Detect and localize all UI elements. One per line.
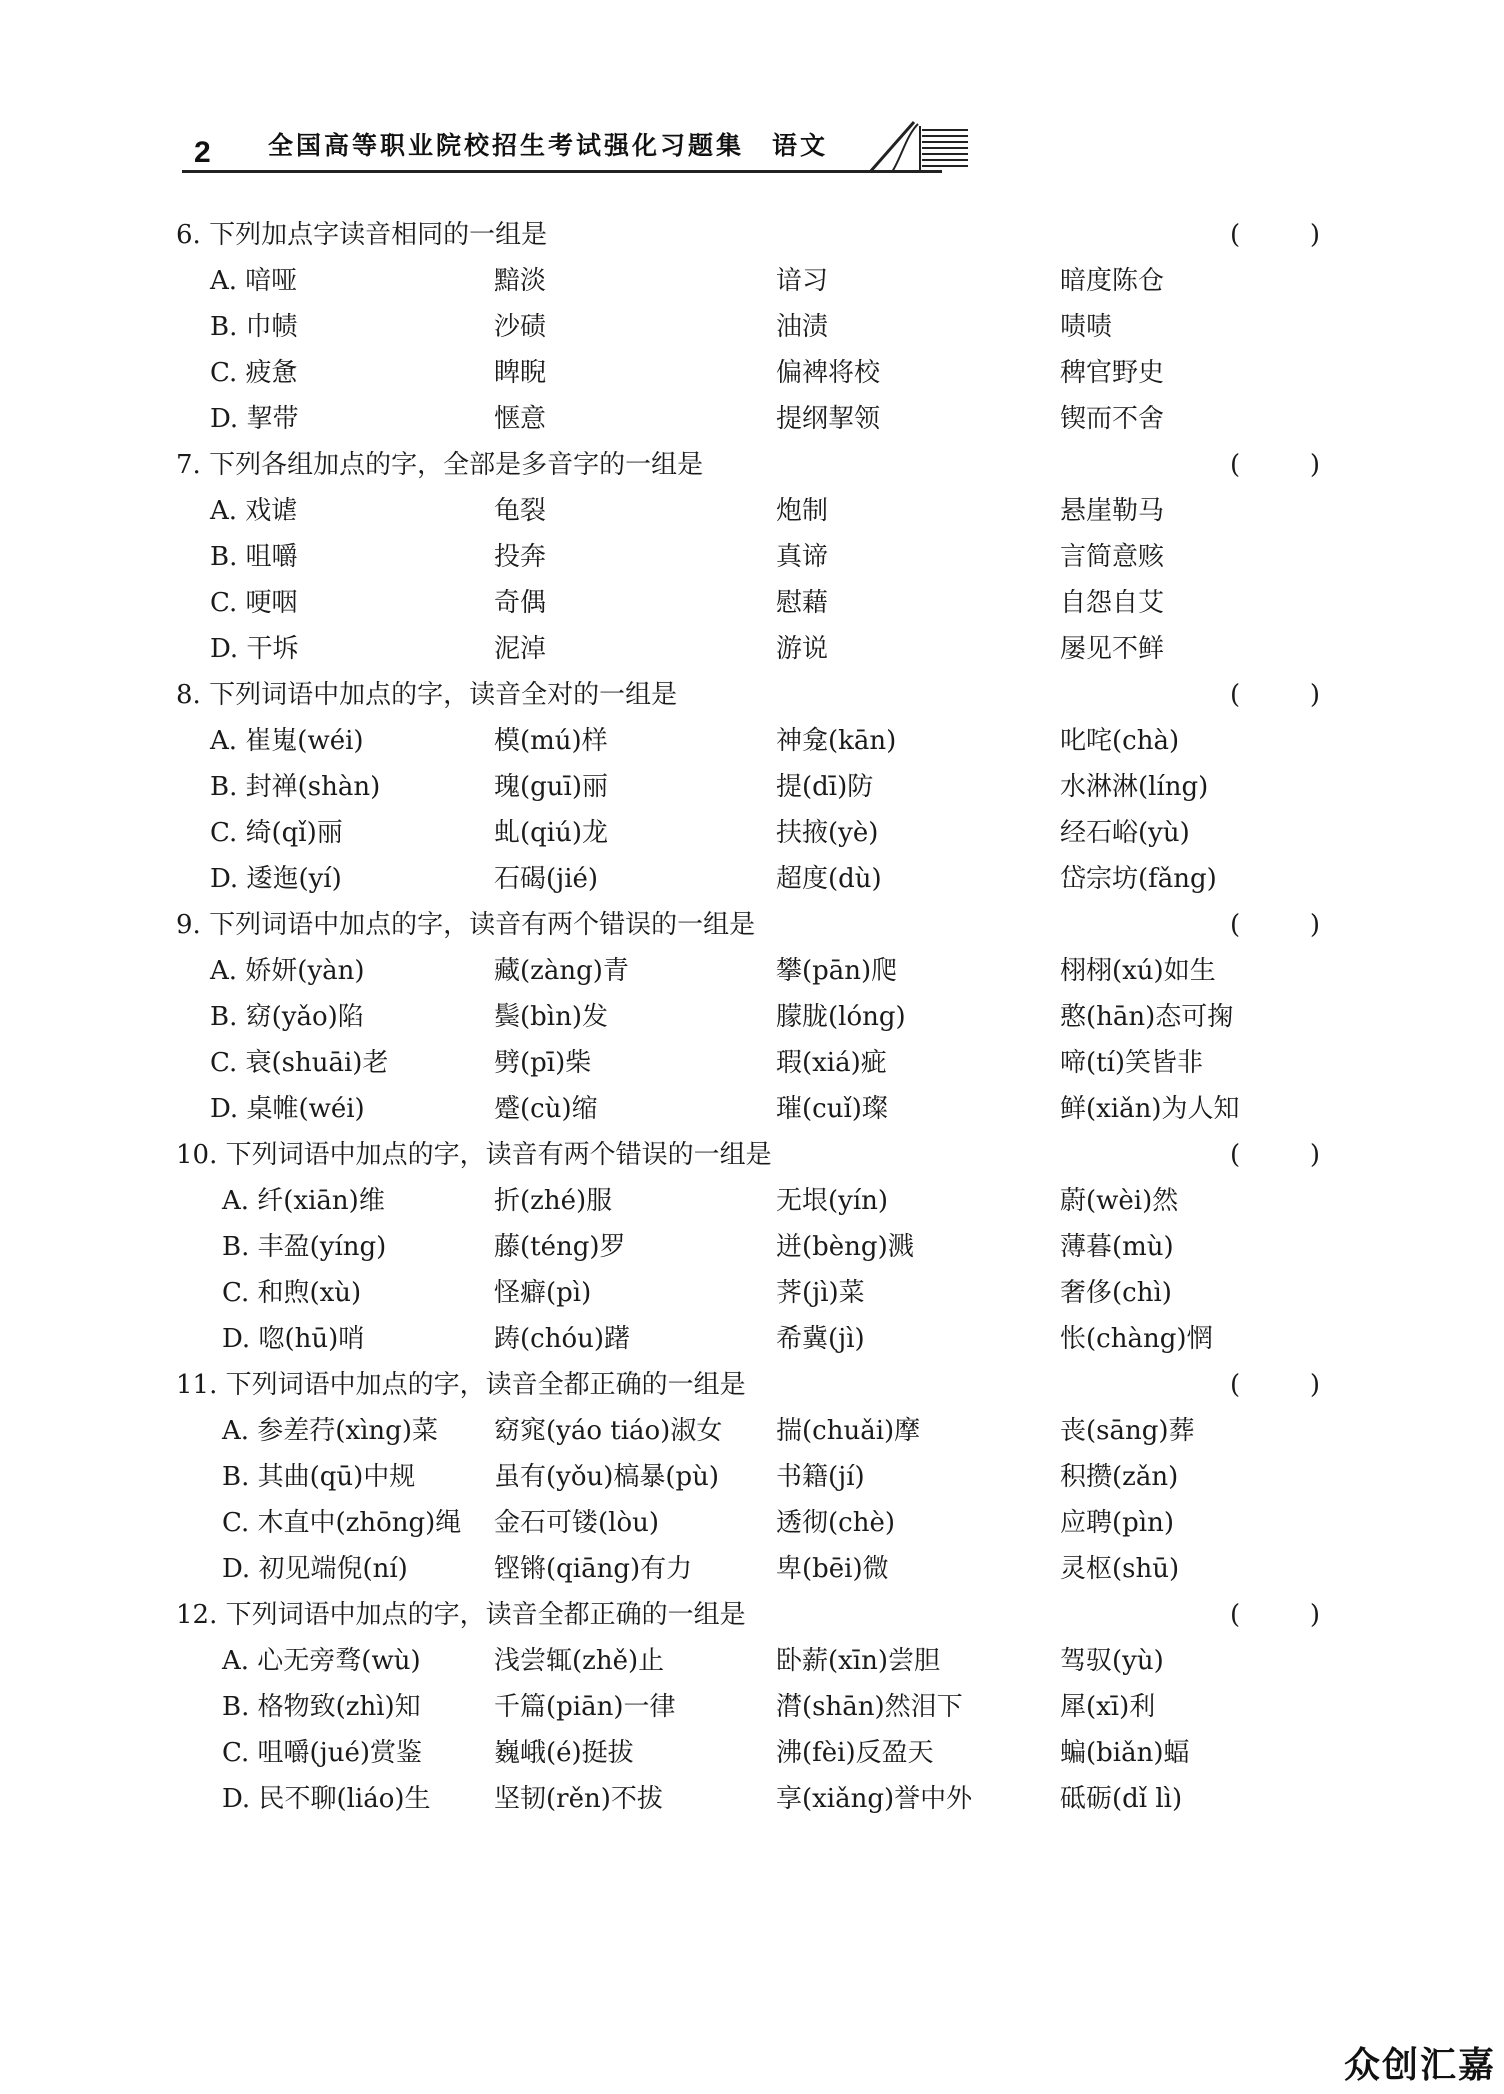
option-label-term: D. 挈带 [210, 404, 299, 434]
option-term: 蹙(cù)缩 [494, 1094, 598, 1124]
option-term: 犀(xī)利 [1060, 1692, 1156, 1722]
question-block [176, 442, 1346, 672]
option-term: 金石可镂(lòu) [494, 1508, 660, 1538]
answer-paren-close: ) [1309, 1370, 1320, 1400]
option-term: 迸(bèng)溅 [776, 1232, 914, 1262]
option-row [176, 396, 1346, 442]
answer-paren-open: ( [1230, 450, 1241, 480]
answer-blank[interactable] [1230, 902, 1320, 948]
option-term: 超度(dù) [776, 864, 882, 894]
option-label-term: D. 干坼 [210, 634, 299, 664]
option-term: 石碣(jié) [494, 864, 599, 894]
option-term: 真谛 [776, 542, 829, 572]
option-term: 砥砺(dǐ lì) [1060, 1784, 1183, 1814]
option-term: 谙习 [776, 266, 829, 296]
option-term: 怪癖(pì) [494, 1278, 592, 1308]
question-stem [176, 902, 1346, 948]
question-text: 11. 下列词语中加点的字，读音全都正确的一组是 [176, 1370, 746, 1400]
option-term: 模(mú)样 [494, 726, 608, 756]
option-term: 神龛(kān) [776, 726, 897, 756]
option-label-term: D. 初见端倪(ní) [222, 1554, 408, 1584]
option-term: 巍峨(é)挺拔 [494, 1738, 634, 1768]
watermark-text: 众创汇嘉 [1343, 2045, 1496, 2086]
option-term: 龟裂 [494, 496, 547, 526]
question-text: 7. 下列各组加点的字，全部是多音字的一组是 [176, 450, 704, 480]
option-row [176, 994, 1346, 1040]
option-term: 稗官野史 [1060, 358, 1165, 388]
option-term: 扶掖(yè) [776, 818, 879, 848]
question-stem [176, 1132, 1346, 1178]
option-label-term: D. 民不聊(liáo)生 [222, 1784, 431, 1814]
option-term: 无垠(yín) [776, 1186, 889, 1216]
option-term: 投奔 [494, 542, 547, 572]
option-label-term: A. 纤(xiān)维 [222, 1186, 385, 1216]
question-list [176, 212, 1346, 1822]
answer-paren-close: ) [1309, 910, 1320, 940]
option-row [176, 1408, 1346, 1454]
option-term: 应聘(pìn) [1060, 1508, 1174, 1538]
option-term: 悬崖勒马 [1060, 496, 1165, 526]
question-block [176, 1592, 1346, 1822]
option-term: 慰藉 [776, 588, 829, 618]
option-row [176, 1638, 1346, 1684]
option-term: 丧(sāng)葬 [1060, 1416, 1195, 1446]
option-row [176, 856, 1346, 902]
option-term: 言简意赅 [1060, 542, 1165, 572]
option-term: 藤(téng)罗 [494, 1232, 626, 1262]
book-title: 全国高等职业院校招生考试强化习题集 语文 [268, 131, 829, 160]
answer-blank[interactable] [1230, 672, 1320, 718]
option-term: 奢侈(chì) [1060, 1278, 1172, 1308]
option-term: 铿锵(qiāng)有力 [494, 1554, 693, 1584]
option-term: 提纲挈领 [776, 404, 881, 434]
option-label-term: C. 衰(shuāi)老 [210, 1048, 389, 1078]
option-label-term: C. 疲惫 [210, 358, 298, 388]
option-term: 啧啧 [1060, 312, 1113, 342]
option-term: 希冀(jì) [776, 1324, 865, 1354]
option-label-term: A. 喑哑 [210, 266, 298, 296]
question-block [176, 1132, 1346, 1362]
option-term: 屡见不鲜 [1060, 634, 1165, 664]
option-row [176, 534, 1346, 580]
option-term: 经石峪(yù) [1060, 818, 1190, 848]
option-term: 自怨自艾 [1060, 588, 1165, 618]
option-term: 卧薪(xīn)尝胆 [776, 1646, 941, 1676]
option-term: 奇偶 [494, 588, 547, 618]
question-stem [176, 1362, 1346, 1408]
question-text: 10. 下列词语中加点的字，读音有两个错误的一组是 [176, 1140, 772, 1170]
option-label-term: A. 参差荇(xìng)菜 [222, 1416, 438, 1446]
question-stem [176, 672, 1346, 718]
answer-paren-open: ( [1230, 910, 1241, 940]
question-stem [176, 442, 1346, 488]
option-term: 荠(jì)菜 [776, 1278, 865, 1308]
answer-paren-close: ) [1309, 1140, 1320, 1170]
question-text: 12. 下列词语中加点的字，读音全都正确的一组是 [176, 1600, 746, 1630]
option-label-term: A. 心无旁骛(wù) [222, 1646, 421, 1676]
option-row [176, 304, 1346, 350]
option-term: 揣(chuǎi)摩 [776, 1416, 921, 1446]
answer-paren-close: ) [1309, 1600, 1320, 1630]
option-row [176, 718, 1346, 764]
option-term: 窈窕(yáo tiáo)淑女 [494, 1416, 723, 1446]
option-term: 积攒(zǎn) [1060, 1462, 1179, 1492]
option-term: 浅尝辄(zhě)止 [494, 1646, 665, 1676]
option-term: 蝙(biǎn)蝠 [1060, 1738, 1190, 1768]
option-term: 憨(hān)态可掬 [1060, 1002, 1234, 1032]
question-block [176, 212, 1346, 442]
option-row [176, 1270, 1346, 1316]
option-label-term: C. 和煦(xù) [222, 1278, 362, 1308]
option-term: 睥睨 [494, 358, 547, 388]
option-row [176, 1086, 1346, 1132]
option-label-term: B. 丰盈(yíng) [222, 1232, 387, 1262]
option-row [176, 1500, 1346, 1546]
question-block [176, 672, 1346, 902]
header-rule [182, 170, 942, 173]
option-term: 偏裨将校 [776, 358, 881, 388]
option-term: 劈(pī)柴 [494, 1048, 592, 1078]
answer-blank[interactable] [1230, 1132, 1320, 1178]
option-row [176, 1776, 1346, 1822]
option-term: 朦胧(lóng) [776, 1002, 906, 1032]
option-term: 书籍(jí) [776, 1462, 865, 1492]
answer-paren-open: ( [1230, 220, 1241, 250]
answer-paren-close: ) [1309, 680, 1320, 710]
book-stack-icon [862, 116, 972, 176]
option-term: 暗度陈仓 [1060, 266, 1165, 296]
option-term: 璀(cuǐ)璨 [776, 1094, 888, 1124]
option-term: 灵枢(shū) [1060, 1554, 1180, 1584]
answer-blank[interactable] [1230, 442, 1320, 488]
option-row [176, 1316, 1346, 1362]
answer-blank[interactable] [1230, 1362, 1320, 1408]
answer-blank[interactable] [1230, 212, 1320, 258]
option-term: 薄暮(mù) [1060, 1232, 1174, 1262]
option-label-term: B. 咀嚼 [210, 542, 298, 572]
option-term: 虬(qiú)龙 [494, 818, 608, 848]
option-row [176, 350, 1346, 396]
page-header [182, 112, 972, 178]
option-row [176, 948, 1346, 994]
option-term: 折(zhé)服 [494, 1186, 613, 1216]
option-term: 沙碛 [494, 312, 547, 342]
answer-paren-open: ( [1230, 1370, 1241, 1400]
option-row [176, 810, 1346, 856]
option-label-term: D. 唿(hū)哨 [222, 1324, 365, 1354]
question-block [176, 902, 1346, 1132]
option-term: 游说 [776, 634, 829, 664]
option-term: 驾驭(yù) [1060, 1646, 1164, 1676]
option-term: 透彻(chè) [776, 1508, 895, 1538]
option-term: 享(xiǎng)誉中外 [776, 1784, 973, 1814]
option-label-term: A. 崔嵬(wéi) [210, 726, 364, 756]
option-row [176, 1730, 1346, 1776]
option-label-term: C. 咀嚼(jué)赏鉴 [222, 1738, 422, 1768]
option-term: 黯淡 [494, 266, 547, 296]
option-term: 瑕(xiá)疵 [776, 1048, 887, 1078]
option-row [176, 1454, 1346, 1500]
answer-blank[interactable] [1230, 1592, 1320, 1638]
option-label-term: D. 桌帷(wéi) [210, 1094, 365, 1124]
option-label-term: A. 娇妍(yàn) [210, 956, 365, 986]
option-term: 鲜(xiǎn)为人知 [1060, 1094, 1240, 1124]
option-term: 藏(zàng)青 [494, 956, 629, 986]
option-term: 鬓(bìn)发 [494, 1002, 608, 1032]
question-text: 6. 下列加点字读音相同的一组是 [176, 220, 548, 250]
option-term: 千篇(piān)一律 [494, 1692, 676, 1722]
question-text: 8. 下列词语中加点的字，读音全对的一组是 [176, 680, 678, 710]
option-label-term: B. 巾帻 [210, 312, 298, 342]
option-term: 提(dī)防 [776, 772, 874, 802]
option-term: 叱咤(chà) [1060, 726, 1180, 756]
option-term: 怅(chàng)惘 [1060, 1324, 1213, 1354]
option-term: 水淋淋(líng) [1060, 772, 1209, 802]
option-label-term: B. 封禅(shàn) [210, 772, 381, 802]
option-row [176, 1040, 1346, 1086]
option-row [176, 626, 1346, 672]
option-row [176, 1546, 1346, 1592]
question-text: 9. 下列词语中加点的字，读音有两个错误的一组是 [176, 910, 756, 940]
option-label-term: C. 哽咽 [210, 588, 298, 618]
answer-paren-open: ( [1230, 1600, 1241, 1630]
answer-paren-close: ) [1309, 450, 1320, 480]
option-term: 栩栩(xú)如生 [1060, 956, 1216, 986]
option-term: 卑(bēi)微 [776, 1554, 889, 1584]
option-term: 啼(tí)笑皆非 [1060, 1048, 1204, 1078]
question-block [176, 1362, 1346, 1592]
option-label-term: B. 窈(yǎo)陷 [210, 1002, 364, 1032]
question-stem [176, 212, 1346, 258]
option-term: 坚韧(rěn)不拔 [494, 1784, 663, 1814]
option-row [176, 764, 1346, 810]
option-row [176, 1224, 1346, 1270]
option-row [176, 488, 1346, 534]
question-stem [176, 1592, 1346, 1638]
option-label-term: D. 逶迤(yí) [210, 864, 342, 894]
page-number: 2 [194, 136, 211, 169]
option-term: 泥淖 [494, 634, 547, 664]
option-term: 炮制 [776, 496, 829, 526]
option-row [176, 580, 1346, 626]
option-label-term: B. 格物致(zhì)知 [222, 1692, 421, 1722]
option-term: 瑰(guī)丽 [494, 772, 608, 802]
option-row [176, 1178, 1346, 1224]
answer-paren-open: ( [1230, 1140, 1241, 1170]
option-term: 惬意 [494, 404, 547, 434]
option-row [176, 1684, 1346, 1730]
answer-paren-close: ) [1309, 220, 1320, 250]
option-term: 蔚(wèi)然 [1060, 1186, 1179, 1216]
option-term: 沸(fèi)反盈天 [776, 1738, 934, 1768]
option-term: 攀(pān)爬 [776, 956, 898, 986]
option-term: 岱宗坊(fǎng) [1060, 864, 1217, 894]
option-term: 油渍 [776, 312, 829, 342]
option-term: 踌(chóu)躇 [494, 1324, 630, 1354]
option-label-term: B. 其曲(qū)中规 [222, 1462, 416, 1492]
option-label-term: C. 绮(qǐ)丽 [210, 818, 343, 848]
option-term: 锲而不舍 [1060, 404, 1165, 434]
option-row [176, 258, 1346, 304]
option-label-term: A. 戏谑 [210, 496, 298, 526]
option-label-term: C. 木直中(zhōng)绳 [222, 1508, 462, 1538]
option-term: 潸(shān)然泪下 [776, 1692, 963, 1722]
option-term: 虽有(yǒu)槁暴(pù) [494, 1462, 720, 1492]
answer-paren-open: ( [1230, 680, 1241, 710]
